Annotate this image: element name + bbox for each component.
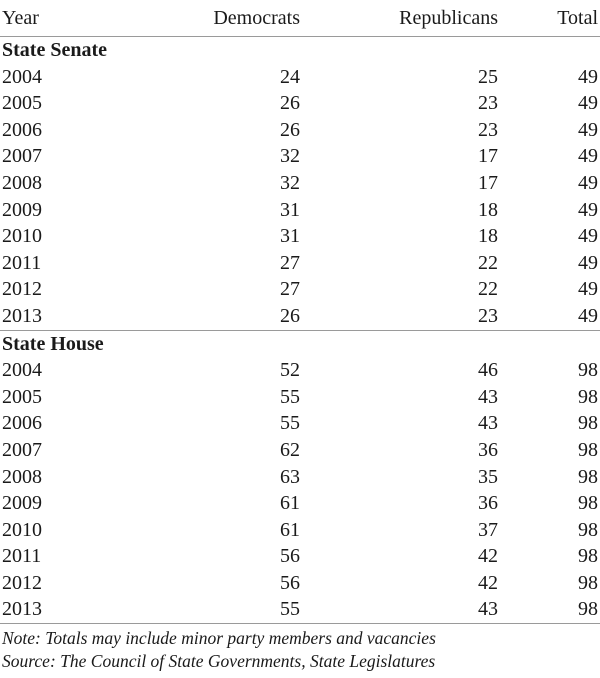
republicans-cell: 37 bbox=[478, 518, 498, 541]
table-row bbox=[0, 276, 600, 303]
democrats-cell: 55 bbox=[150, 596, 302, 623]
republicans-cell: 23 bbox=[478, 92, 498, 115]
table-row bbox=[0, 170, 600, 197]
table-row bbox=[0, 197, 600, 224]
header-democrats: Democrats bbox=[213, 7, 300, 29]
total-cell: 98 bbox=[578, 492, 598, 515]
senate-section bbox=[0, 37, 600, 331]
total-cell: 98 bbox=[578, 359, 598, 382]
democrats-cell: 26 bbox=[280, 118, 300, 141]
total-cell: 49 bbox=[578, 118, 598, 141]
section-heading-row bbox=[0, 37, 600, 64]
year-cell: 2013 bbox=[2, 304, 42, 327]
republicans-cell: 23 bbox=[478, 304, 498, 327]
republicans-cell: 17 bbox=[478, 171, 498, 194]
year-cell: 2007 bbox=[2, 145, 42, 168]
table-row bbox=[0, 517, 600, 544]
year-cell: 2011 bbox=[2, 251, 42, 274]
total-cell: 98 bbox=[578, 465, 598, 488]
year-cell: 2006 bbox=[2, 118, 42, 141]
republicans-cell: 22 bbox=[478, 251, 498, 274]
republicans-cell: 43 bbox=[302, 596, 500, 623]
table-row bbox=[0, 303, 600, 330]
republicans-cell: 25 bbox=[478, 65, 498, 88]
republicans-cell: 42 bbox=[478, 545, 498, 568]
year-cell: 2012 bbox=[2, 571, 42, 594]
republicans-cell: 18 bbox=[478, 198, 498, 221]
total-cell: 98 bbox=[578, 438, 598, 461]
year-cell: 2011 bbox=[2, 545, 42, 568]
table-row bbox=[0, 437, 600, 464]
republicans-cell: 43 bbox=[478, 412, 498, 435]
header-republicans: Republicans bbox=[399, 7, 498, 29]
section-heading-row bbox=[0, 330, 600, 357]
year-cell: 2007 bbox=[2, 438, 42, 461]
year-cell: 2013 bbox=[0, 596, 150, 623]
democrats-cell: 55 bbox=[280, 385, 300, 408]
total-cell: 49 bbox=[578, 278, 598, 301]
year-cell: 2005 bbox=[2, 385, 42, 408]
total-cell: 98 bbox=[578, 412, 598, 435]
note-text: Note: Totals may include minor party members and vacancies bbox=[2, 628, 436, 649]
table-notes bbox=[0, 627, 600, 673]
republicans-cell: 36 bbox=[478, 492, 498, 515]
democrats-cell: 63 bbox=[280, 465, 300, 488]
table-row bbox=[0, 543, 600, 570]
total-cell: 98 bbox=[578, 545, 598, 568]
year-cell: 2006 bbox=[2, 412, 42, 435]
table-header bbox=[0, 0, 600, 37]
republicans-cell: 35 bbox=[478, 465, 498, 488]
table-row bbox=[0, 570, 600, 597]
year-cell: 2008 bbox=[2, 465, 42, 488]
democrats-cell: 61 bbox=[280, 492, 300, 515]
republicans-cell: 22 bbox=[478, 278, 498, 301]
table-row bbox=[0, 64, 600, 91]
year-cell: 2010 bbox=[2, 518, 42, 541]
democrats-cell: 31 bbox=[280, 225, 300, 248]
total-cell: 49 bbox=[578, 171, 598, 194]
table-row bbox=[0, 410, 600, 437]
democrats-cell: 61 bbox=[280, 518, 300, 541]
year-cell: 2004 bbox=[2, 65, 42, 88]
year-cell: 2005 bbox=[2, 92, 42, 115]
democrats-cell: 56 bbox=[280, 545, 300, 568]
republicans-cell: 46 bbox=[478, 359, 498, 382]
republicans-cell: 23 bbox=[478, 118, 498, 141]
section-title-house: State House bbox=[0, 330, 600, 357]
table-row bbox=[0, 223, 600, 250]
democrats-cell: 31 bbox=[280, 198, 300, 221]
table-row bbox=[0, 384, 600, 411]
democrats-cell: 26 bbox=[280, 92, 300, 115]
democrats-cell: 62 bbox=[280, 438, 300, 461]
total-cell: 98 bbox=[578, 385, 598, 408]
total-cell: 98 bbox=[500, 596, 600, 623]
year-cell: 2008 bbox=[2, 171, 42, 194]
header-row bbox=[0, 0, 600, 37]
total-cell: 98 bbox=[578, 571, 598, 594]
table-row bbox=[0, 143, 600, 170]
total-cell: 49 bbox=[578, 145, 598, 168]
democrats-cell: 56 bbox=[280, 571, 300, 594]
table-row bbox=[0, 250, 600, 277]
table-row bbox=[0, 596, 600, 623]
democrats-cell: 55 bbox=[280, 412, 300, 435]
total-cell: 49 bbox=[578, 65, 598, 88]
table-row bbox=[0, 357, 600, 384]
year-cell: 2004 bbox=[2, 359, 42, 382]
democrats-cell: 32 bbox=[280, 171, 300, 194]
table-row bbox=[0, 490, 600, 517]
democrats-cell: 27 bbox=[280, 278, 300, 301]
header-year: Year bbox=[2, 7, 39, 29]
republicans-cell: 43 bbox=[478, 385, 498, 408]
democrats-cell: 32 bbox=[280, 145, 300, 168]
republicans-cell: 18 bbox=[478, 225, 498, 248]
total-cell: 49 bbox=[578, 92, 598, 115]
section-title-senate: State Senate bbox=[2, 39, 107, 61]
total-cell: 49 bbox=[578, 251, 598, 274]
democrats-cell: 26 bbox=[280, 304, 300, 327]
total-cell: 49 bbox=[578, 225, 598, 248]
democrats-cell: 27 bbox=[280, 251, 300, 274]
table-row bbox=[0, 117, 600, 144]
table-row bbox=[0, 464, 600, 491]
total-cell: 49 bbox=[578, 304, 598, 327]
year-cell: 2010 bbox=[2, 225, 42, 248]
total-cell: 98 bbox=[578, 518, 598, 541]
republicans-cell: 42 bbox=[478, 571, 498, 594]
year-cell: 2009 bbox=[2, 492, 42, 515]
democrats-cell: 52 bbox=[280, 359, 300, 382]
year-cell: 2012 bbox=[2, 278, 42, 301]
republicans-cell: 17 bbox=[478, 145, 498, 168]
total-cell: 49 bbox=[578, 198, 598, 221]
republicans-cell: 36 bbox=[478, 438, 498, 461]
house-section bbox=[0, 330, 600, 624]
header-total: Total bbox=[557, 7, 598, 29]
table-row bbox=[0, 90, 600, 117]
democrats-cell: 24 bbox=[280, 65, 300, 88]
source-text: Source: The Council of State Governments, State Legislatures bbox=[2, 651, 436, 672]
year-cell: 2009 bbox=[2, 198, 42, 221]
